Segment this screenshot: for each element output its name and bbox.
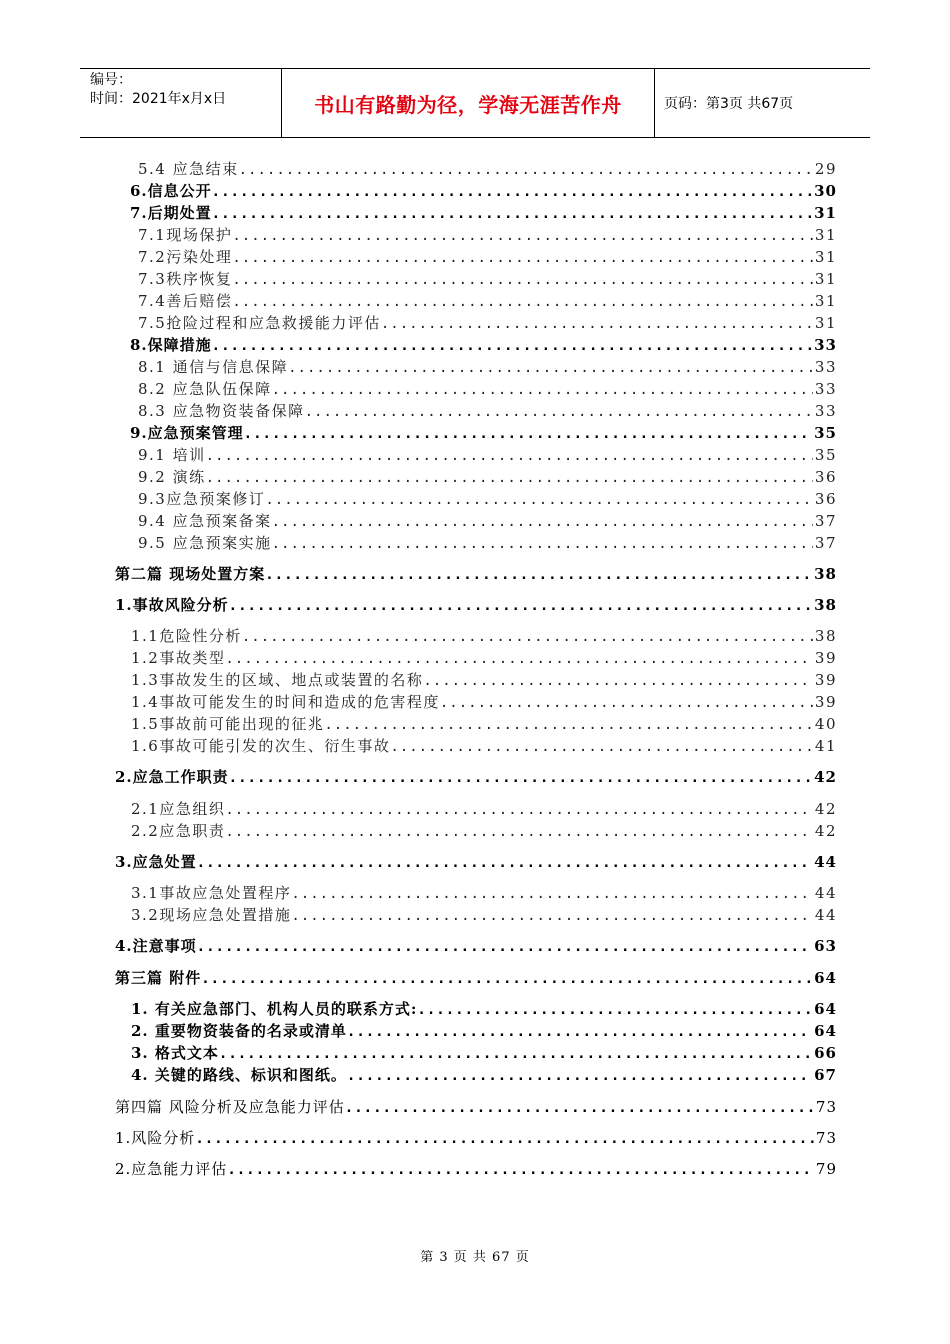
toc-entry[interactable]	[115, 766, 837, 787]
toc-leader	[229, 598, 812, 614]
toc-entry-title: 第四篇 风险分析及应急能力评估	[115, 1098, 345, 1116]
toc-entry-title: 1.1危险性分析	[131, 627, 242, 645]
toc-entry-page: 63	[814, 937, 837, 955]
toc-entry[interactable]	[138, 224, 837, 245]
toc-entry[interactable]	[138, 158, 837, 179]
toc-entry-title: 7.3秩序恢复	[138, 270, 233, 288]
toc-entry-title: 9.4 应急预案备案	[138, 512, 272, 530]
toc-entry-title: 9.1 培训	[138, 446, 206, 464]
toc-leader	[197, 855, 812, 871]
toc-entry-title: 6.信息公开	[130, 182, 212, 200]
toc-entry[interactable]	[138, 268, 837, 289]
header-page-label: 页码：第3页 共67页	[664, 96, 794, 112]
toc-entry[interactable]	[131, 691, 837, 712]
toc-entry[interactable]	[115, 1096, 837, 1117]
toc-entry-page: 39	[814, 671, 837, 689]
toc-entry-title: 7.5抢险过程和应急救援能力评估	[138, 314, 381, 332]
toc-entry-title: 1.6事故可能引发的次生、衍生事故	[131, 737, 391, 755]
toc-leader	[242, 629, 813, 645]
toc-entry-page: 42	[814, 768, 837, 786]
toc-entry-page: 33	[814, 358, 837, 376]
toc-entry-page: 44	[814, 906, 837, 924]
toc-leader	[347, 1024, 812, 1040]
toc-leader	[324, 717, 813, 733]
toc-entry-page: 37	[814, 512, 837, 530]
toc-entry-title: 2.应急能力评估	[115, 1160, 228, 1178]
toc-entry[interactable]	[138, 312, 837, 333]
toc-entry[interactable]	[115, 1127, 837, 1148]
toc-entry[interactable]	[131, 625, 837, 646]
toc-entry-page: 39	[814, 649, 837, 667]
toc-entry-title: 1.3事故发生的区域、地点或装置的名称	[131, 671, 424, 689]
toc-leader	[265, 492, 813, 508]
toc-entry[interactable]	[115, 594, 837, 615]
toc-entry[interactable]	[131, 713, 837, 734]
toc-leader	[206, 470, 813, 486]
toc-entry-title: 1.事故风险分析	[115, 596, 229, 614]
toc-entry-page: 73	[815, 1129, 837, 1147]
toc-entry-title: 7.1现场保护	[138, 226, 233, 244]
toc-entry-page: 44	[814, 884, 837, 902]
toc-entry-title: 3.应急处置	[115, 853, 197, 871]
toc-entry-title: 8.3 应急物资装备保障	[138, 402, 305, 420]
toc-entry-title: 4.注意事项	[115, 937, 197, 955]
toc-entry-title: 1.4事故可能发生的时间和造成的危害程度	[131, 693, 440, 711]
toc-entry-page: 41	[814, 737, 837, 755]
toc-entry[interactable]	[138, 356, 837, 377]
toc-leader	[195, 1131, 814, 1147]
toc-entry[interactable]	[131, 798, 837, 819]
toc-leader	[229, 770, 812, 786]
toc-entry-title: 9.5 应急预案实施	[138, 534, 272, 552]
toc-leader	[225, 651, 813, 667]
toc-leader	[244, 426, 812, 442]
toc-entry[interactable]	[131, 1042, 837, 1063]
toc-entry[interactable]	[138, 378, 837, 399]
toc-entry-page: 38	[814, 596, 837, 614]
toc-leader	[390, 739, 813, 755]
toc-entry-page: 35	[814, 446, 837, 464]
toc-entry-page: 73	[815, 1098, 837, 1116]
toc-entry-page: 37	[814, 534, 837, 552]
toc-entry-title: 1.风险分析	[115, 1129, 196, 1147]
page-footer: 第 3 页 共 67 页	[420, 1250, 530, 1265]
toc-entry[interactable]	[130, 180, 837, 201]
toc-entry[interactable]	[138, 532, 837, 553]
toc-entry-title: 8.1 通信与信息保障	[138, 358, 289, 376]
toc-entry[interactable]	[131, 1064, 837, 1085]
toc-leader	[305, 404, 813, 420]
toc-entry[interactable]	[138, 246, 837, 267]
toc-leader	[232, 250, 813, 266]
toc-leader	[417, 1002, 812, 1018]
toc-entry-page: 29	[814, 160, 837, 178]
toc-entry-title: 第三篇 附件	[115, 969, 202, 987]
toc-entry-page: 30	[814, 182, 837, 200]
toc-entry-page: 31	[814, 248, 837, 266]
toc-entry-title: 8.2 应急队伍保障	[138, 380, 272, 398]
toc-entry-page: 36	[814, 468, 837, 486]
toc-entry-page: 67	[814, 1066, 837, 1084]
toc-entry[interactable]	[115, 967, 837, 988]
toc-leader	[219, 1046, 812, 1062]
toc-entry-title: 7.后期处置	[130, 204, 212, 222]
toc-leader	[440, 695, 813, 711]
toc-leader	[201, 971, 812, 987]
toc-entry[interactable]	[131, 998, 837, 1019]
toc-entry[interactable]	[130, 422, 837, 443]
toc-entry-title: 9.应急预案管理	[130, 424, 244, 442]
toc-entry-title: 2. 重要物资装备的名录或清单	[131, 1022, 347, 1040]
toc-entry-page: 40	[814, 715, 837, 733]
toc-leader	[345, 1100, 814, 1116]
toc-entry-page: 38	[814, 565, 837, 583]
toc-entry[interactable]	[131, 735, 837, 756]
toc-entry-title: 2.1应急组织	[131, 800, 226, 818]
toc-entry-title: 3. 格式文本	[131, 1044, 219, 1062]
toc-leader	[212, 184, 812, 200]
toc-entry[interactable]	[130, 202, 837, 223]
toc-leader	[212, 338, 812, 354]
toc-leader	[347, 1068, 812, 1084]
toc-entry-page: 31	[814, 270, 837, 288]
toc-leader	[272, 536, 813, 552]
toc-entry-title: 第二篇 现场处置方案	[115, 565, 266, 583]
toc-leader	[227, 1162, 814, 1178]
toc-entry-page: 64	[814, 969, 837, 987]
toc-entry-page: 42	[814, 822, 837, 840]
toc-entry-page: 31	[814, 314, 837, 332]
toc-leader	[272, 382, 813, 398]
toc-leader	[232, 228, 813, 244]
toc-leader	[232, 294, 813, 310]
toc-leader	[423, 673, 813, 689]
toc-entry[interactable]	[138, 466, 837, 487]
toc-entry-page: 79	[815, 1160, 837, 1178]
document-number-label: 编号：	[90, 72, 132, 88]
toc-entry[interactable]	[131, 1020, 837, 1041]
toc-entry-page: 31	[814, 226, 837, 244]
toc-leader	[232, 272, 813, 288]
toc-entry[interactable]	[130, 334, 837, 355]
toc-leader	[206, 448, 813, 464]
toc-leader	[291, 886, 813, 902]
toc-entry[interactable]	[131, 882, 837, 903]
toc-entry[interactable]	[138, 400, 837, 421]
toc-entry-title: 2.应急工作职责	[115, 768, 229, 786]
toc-entry-title: 3.1事故应急处置程序	[131, 884, 292, 902]
toc-leader	[381, 316, 813, 332]
toc-leader	[225, 824, 813, 840]
toc-entry-title: 7.2污染处理	[138, 248, 233, 266]
toc-entry-page: 42	[814, 800, 837, 818]
toc-entry-title: 8.保障措施	[130, 336, 212, 354]
toc-entry[interactable]	[138, 290, 837, 311]
toc-entry-page: 39	[814, 693, 837, 711]
document-time-label: 时间：2021年x月x日	[90, 91, 227, 107]
toc-entry-title: 1.5事故前可能出现的征兆	[131, 715, 325, 733]
toc-entry[interactable]	[131, 820, 837, 841]
toc-entry[interactable]	[138, 510, 837, 531]
toc-leader	[272, 514, 813, 530]
toc-entry[interactable]	[131, 669, 837, 690]
toc-entry-page: 44	[814, 853, 837, 871]
toc-entry-page: 64	[814, 1000, 837, 1018]
toc-entry-page: 31	[814, 204, 837, 222]
toc-leader	[265, 567, 812, 583]
toc-entry-title: 1.2事故类型	[131, 649, 226, 667]
toc-entry-title: 2.2应急职责	[131, 822, 226, 840]
toc-entry-page: 35	[814, 424, 837, 442]
toc-entry-title: 5.4 应急结束	[138, 160, 239, 178]
toc-entry-title: 9.2 演练	[138, 468, 206, 486]
toc-entry-title: 7.4善后赔偿	[138, 292, 233, 310]
toc-entry-page: 36	[814, 490, 837, 508]
toc-entry-page: 38	[814, 627, 837, 645]
toc-leader	[291, 908, 813, 924]
toc-entry-page: 64	[814, 1022, 837, 1040]
toc-entry-title: 3.2现场应急处置措施	[131, 906, 292, 924]
toc-entry-title: 4. 关键的路线、标识和图纸。	[131, 1066, 347, 1084]
toc-entry-page: 33	[814, 402, 837, 420]
toc-leader	[197, 939, 812, 955]
header-motto: 书山有路勤为径，学海无涯苦作舟	[282, 69, 655, 137]
toc-entry[interactable]	[115, 851, 837, 872]
toc-entry[interactable]	[131, 904, 837, 925]
toc-entry-page: 66	[814, 1044, 837, 1062]
toc-entry-page: 31	[814, 292, 837, 310]
toc-leader	[212, 206, 812, 222]
toc-entry-page: 33	[814, 336, 837, 354]
toc-entry-page: 33	[814, 380, 837, 398]
toc-leader	[239, 162, 813, 178]
toc-entry-title: 9.3应急预案修订	[138, 490, 266, 508]
toc-leader	[288, 360, 813, 376]
toc-entry[interactable]	[138, 488, 837, 509]
toc-entry[interactable]	[115, 935, 837, 956]
toc-entry[interactable]	[115, 1158, 837, 1179]
toc-entry[interactable]	[131, 647, 837, 668]
toc-entry[interactable]	[138, 444, 837, 465]
toc-entry[interactable]	[115, 563, 837, 584]
toc-entry-title: 1. 有关应急部门、机构人员的联系方式:	[131, 1000, 418, 1018]
toc-leader	[225, 802, 813, 818]
